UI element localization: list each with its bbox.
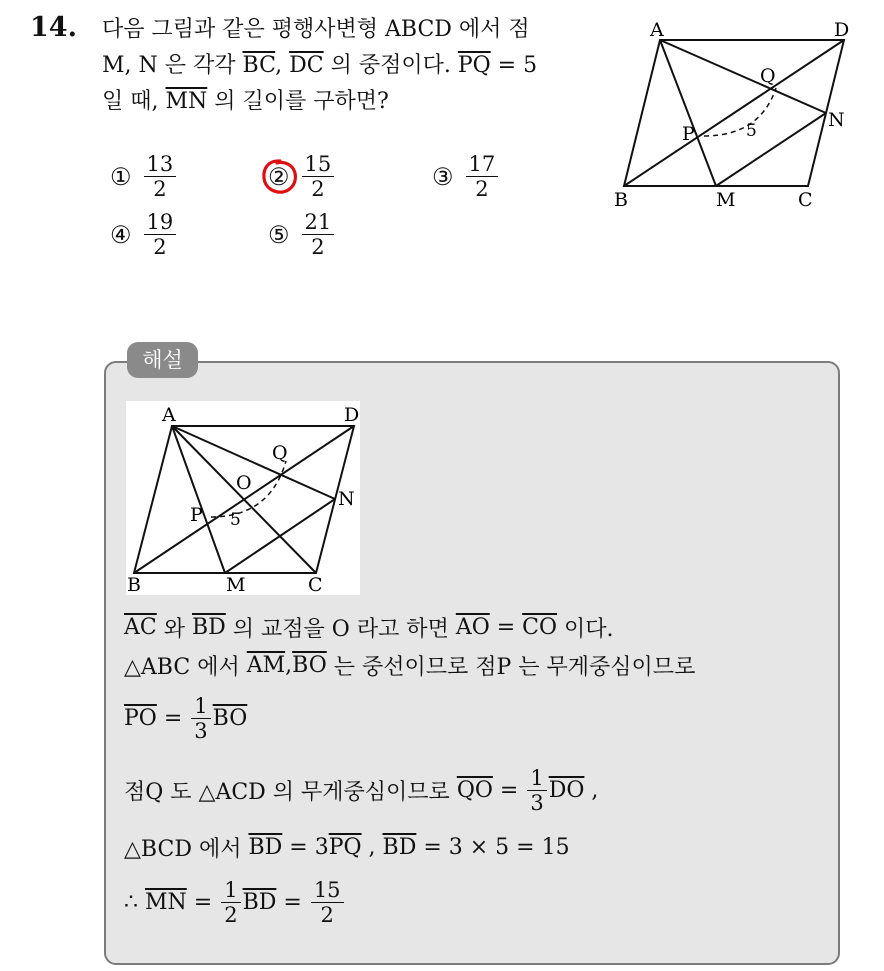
solution-line-2: △ABC 에서 $\overline{AM}$ , $\overline{BO}$ 는 중선이므로 점P 는 무게중심이므로 [124, 652, 696, 680]
sol-label-b: B [127, 574, 141, 595]
label-p: P [682, 123, 695, 145]
solution-line-6: ∴ $\overline{MN}$ = $\frac{1}{2}$ $\overline{BD}$ = $\frac{15}{2}$ [124, 874, 346, 930]
question-line-3: 일 때, $\overline{MN}$ 의 길이를 구하면? [102, 89, 389, 114]
label-a: A [650, 19, 664, 41]
label-n: N [828, 109, 845, 131]
choice-4[interactable]: ④ $\frac{19}{2}$ [110, 210, 176, 259]
sol-label-d: D [344, 404, 360, 426]
choice-2[interactable]: ② $\frac{15}{2}$ [268, 152, 334, 201]
sol-label-length: 5 [230, 510, 241, 530]
segment-pq: $\overline{PQ}$ [457, 53, 491, 78]
solution-line-3: $\overline{PO}$ = $\frac{1}{3}$ $\overline{BO}$ [124, 693, 248, 743]
sol-label-c: C [308, 574, 323, 595]
segment-mn: $\overline{MN}$ [165, 89, 208, 114]
problem-figure [610, 18, 860, 218]
selected-circle-mark [260, 157, 300, 197]
label-c: C [798, 189, 813, 211]
question-line-1: 다음 그림과 같은 평행사변형 ABCD 에서 점 [102, 17, 530, 42]
solution-line-1: $\overline{AC}$ 와 $\overline{BD}$ 의 교점을 O 라고 하면 $\overline{AO}$ = $\overline{CO}$ 이다. [124, 614, 614, 642]
solution-figure [126, 401, 360, 595]
sol-label-q: Q [272, 442, 288, 464]
label-b: B [614, 189, 628, 211]
sol-label-p: P [190, 504, 203, 526]
sol-label-n: N [338, 488, 355, 510]
solution-figure-box [126, 401, 360, 595]
choice-3[interactable]: ③ $\frac{17}{2}$ [432, 152, 498, 201]
label-q: Q [760, 65, 776, 87]
solution-line-5: △BCD 에서 $\overline{BD}$ = 3 $\overline{PQ}$ , $\overline{BD}$ = 3 × 5 = 15 [124, 834, 570, 862]
label-length: 5 [746, 121, 757, 141]
question-line-2: M, N 은 각각 $\overline{BC}$, $\overline{DC}$ 의 중점이다. $\overline{PQ} = 5$ [102, 53, 538, 78]
solution-line-4: 점Q 도 △ACD 의 무게중심이므로 $\overline{QO}$ = $\frac{1}{3}$ $\overline{DO}$ , [124, 765, 599, 815]
label-d: D [834, 19, 850, 41]
sol-label-a: A [162, 404, 176, 426]
segment-bc: $\overline{BC}$ [242, 53, 276, 78]
sol-label-m: M [226, 574, 246, 595]
solution-tag: 해설 [127, 342, 198, 378]
choice-5[interactable]: ⑤ $\frac{21}{2}$ [268, 210, 334, 259]
question-number: 14. [30, 12, 77, 43]
segment-dc: $\overline{DC}$ [289, 53, 324, 78]
sol-label-o: O [236, 472, 252, 494]
choice-1[interactable]: ① $\frac{13}{2}$ [110, 152, 176, 201]
label-m: M [716, 189, 736, 211]
